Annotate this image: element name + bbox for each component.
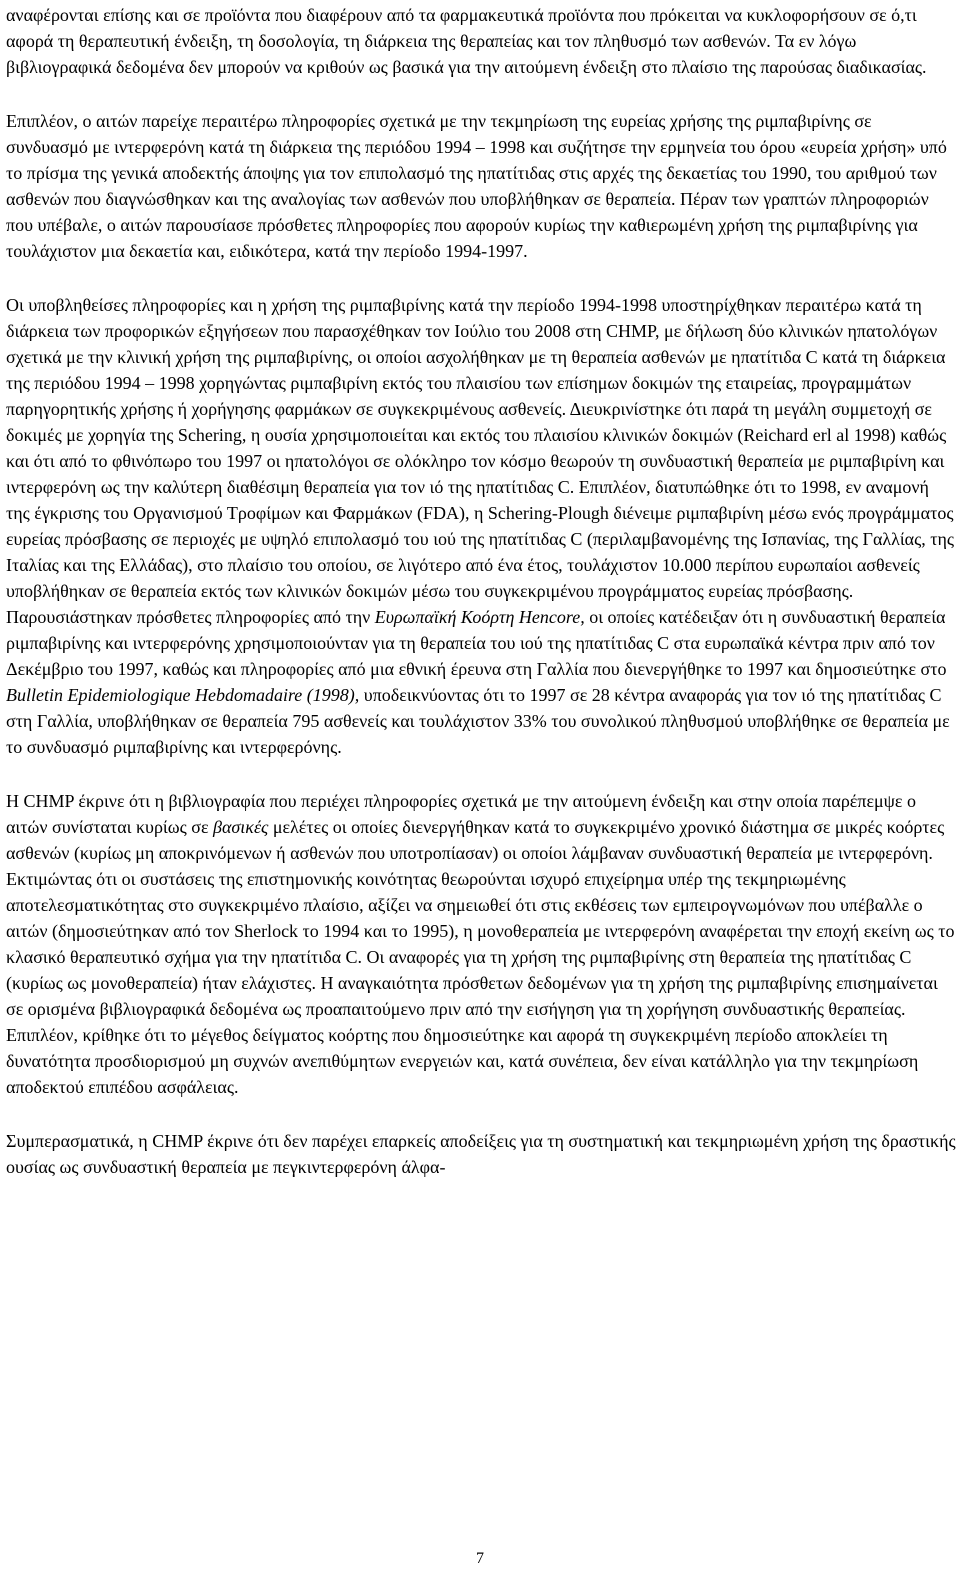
text-run: Συμπερασματικά, η CHMP έκρινε ότι δεν παρέχει επαρκείς αποδείξεις για τη συστηματική και τεκμηριωμένη χρήση της δραστικής ουσίας ως συνδυαστική θεραπεία με πεγκιντερφερόνη άλφα- [6, 1131, 956, 1177]
italic-text-run: Bulletin Epidemiologique Hebdomadaire (1998), [6, 685, 360, 705]
paragraph-5 [6, 1128, 956, 1180]
text-run: υποδεικνύοντας ότι το 1997 σε 28 κέντρα αναφοράς για τον ιό της ηπατίτιδας C στη Γαλλία, υποβλήθηκαν σε θεραπεία 795 ασθενείς και τουλάχιστον 33% του συνολικού πληθυσμού υποβλήθηκε σε θεραπεία με το συνδυασμό ριμπαβιρίνης και ιντερφερόνης. [6, 685, 950, 757]
text-run: οι οποίες κατέδειξαν ότι η συνδυαστική θεραπεία ριμπαβιρίνης και ιντερφερόνης χρησιμοποιούνταν για τη θεραπεία του ιού της ηπατίτιδας C στα ευρωπαϊκά κέντρα πριν από τον Δεκέμβριο του 1997, καθώς και πληροφορίες από μια εθνική έρευνα στη Γαλλία που διενεργήθηκε το 1997 και δημοσιεύτηκε στο [6, 607, 947, 679]
paragraph-2 [6, 108, 956, 264]
document-page [6, 2, 956, 1208]
paragraph-4 [6, 788, 956, 1100]
text-run: αναφέρονται επίσης και σε προϊόντα που διαφέρουν από τα φαρμακευτικά προϊόντα που πρόκειται να κυκλοφορήσουν σε ό,τι αφορά τη θεραπευτική ένδειξη, τη δοσολογία, τη διάρκεια της θεραπείας και τον πληθυσμό των ασθενών. Τα εν λόγω βιβλιογραφικά δεδομένα δεν μπορούν να κριθούν ως βασικά για την αιτούμενη ένδειξη στο πλαίσιο της παρούσας διαδικασίας. [6, 5, 927, 77]
text-run: Επιπλέον, ο αιτών παρείχε περαιτέρω πληροφορίες σχετικά με την τεκμηρίωση της ευρείας χρήσης της ριμπαβιρίνης σε συνδυασμό με ιντερφερόνη κατά τη διάρκεια της περιόδου 1994 – 1998 και συζήτησε την ερμηνεία του όρου «ευρεία χρήση» υπό το πρίσμα της γενικά αποδεκτής άποψης για τον επιπολασμό της ηπατίτιδας στις αρχές της δεκαετίας του 1990, του αριθμού των ασθενών που διαγνώσθηκαν και της αναλογίας των ασθενών που υποβλήθηκαν σε θεραπεία. Πέραν των γραπτών πληροφοριών που υπέβαλε, ο αιτών παρουσίασε πρόσθετες πληροφορίες που αφορούν κυρίως την καθιερωμένη χρήση της ριμπαβιρίνης για τουλάχιστον μια δεκαετία και, ειδικότερα, κατά την περίοδο 1994-1997. [6, 111, 947, 261]
italic-text-run: Ευρωπαϊκή Κοόρτη Hencore, [374, 607, 585, 627]
paragraph-1 [6, 2, 956, 80]
paragraph-3 [6, 292, 956, 760]
text-run: μελέτες οι οποίες διενεργήθηκαν κατά το συγκεκριμένο χρονικό διάστημα σε μικρές κοόρτες ασθενών (κυρίως μη αποκρινόμενων ή ασθενών που υποτροπίασαν) οι οποίοι λάμβαναν συνδυαστική θεραπεία με ιντερφερόνη. Εκτιμώντας ότι οι συστάσεις της επιστημονικής κοινότητας θεωρούνται ισχυρό επιχείρημα υπέρ της τεκμηριωμένης αποτελεσματικότητας στο συγκεκριμένο πλαίσιο, αξίζει να σημειωθεί ότι στις εκθέσεις των εμπειρογνωμόνων που υπέβαλλε ο αιτών (δημοσιεύτηκαν από τον Sherlock το 1994 και το 1995), η μονοθεραπεία με ιντερφερόνη αναφέρεται την εποχή εκείνη ως το κλασικό θεραπευτικό σχήμα για την ηπατίτιδα C. Οι αναφορές για τη χρήση της ριμπαβιρίνης στη θεραπεία της ηπατίτιδας C (κυρίως ως μονοθεραπεία) ήταν ελάχιστες. Η αναγκαιότητα πρόσθετων δεδομένων για τη χρήση της ριμπαβιρίνης επισημαίνεται σε ορισμένα βιβλιογραφικά δεδομένα ως προαπαιτούμενο πριν από την εισήγηση για τη χορήγηση συνδυαστικής θεραπείας. Επιπλέον, κρίθηκε ότι το μέγεθος δείγματος κοόρτης που δημοσιεύτηκε και αφορά τη συγκεκριμένη περίοδο αποκλείει τη δυνατότητα προσδιορισμού μη συχνών ανεπιθύμητων ενεργειών και, κατά συνέπεια, δεν είναι κατάλληλο για την τεκμηρίωση αποδεκτού επιπέδου ασφάλειας. [6, 817, 955, 1097]
text-run: Η CHMP έκρινε ότι η βιβλιογραφία που περιέχει πληροφορίες σχετικά με την αιτούμενη ένδειξη και στην οποία παρέπεμψε ο αιτών συνίσταται κυρίως σε [6, 791, 916, 837]
italic-text-run: βασικές [213, 817, 269, 837]
text-run: Οι υποβληθείσες πληροφορίες και η χρήση της ριμπαβιρίνης κατά την περίοδο 1994-1998 υποστηρίχθηκαν περαιτέρω κατά τη διάρκεια των προφορικών εξηγήσεων που παρασχέθηκαν τον Ιούλιο του 2008 στη CHMP, με δήλωση δύο κλινικών ηπατολόγων σχετικά με την κλινική χρήση της ριμπαβιρίνης, οι οποίοι ασχολήθηκαν με τη θεραπεία ασθενών με ηπατίτιδα C κατά τη διάρκεια της περιόδου 1994 – 1998 χορηγώντας ριμπαβιρίνη εκτός του πλαισίου των επίσημων δοκιμών της εταιρείας, προγραμμάτων παρηγορητικής χρήσης ή χορήγησης φαρμάκων σε συγκεκριμένους ασθενείς. Διευκρινίστηκε ότι παρά τη μεγάλη συμμετοχή σε δοκιμές με χορηγία της Schering, η ουσία χρησιμοποιείται και εκτός του πλαισίου κλινικών δοκιμών (Reichard erl al 1998) καθώς και ότι από το φθινόπωρο του 1997 οι ηπατολόγοι σε ολόκληρο τον κόσμο θεωρούν τη συνδυαστική θεραπεία με ριμπαβιρίνη και ιντερφερόνη ως την καλύτερη διαθέσιμη θεραπεία για τον ιό της ηπατίτιδας C. Επιπλέον, διατυπώθηκε ότι το 1998, εν αναμονή της έγκρισης του Οργανισμού Τροφίμων και Φαρμάκων (FDA), η Schering-Plough διένειμε ριμπαβιρίνη μέσω ενός προγράμματος ευρείας πρόσβασης σε περιοχές με υψηλό επιπολασμό του ιού της ηπατίτιδας C (περιλαμβανομένης της Ισπανίας, της Γαλλίας, της Ιταλίας και της Ελλάδας), στο πλαίσιο του οποίου, σε λιγότερο από ένα έτος, τουλάχιστον 10.000 περίπου ευρωπαίοι ασθενείς υποβλήθηκαν σε θεραπεία εκτός των κλινικών δοκιμών μέσω του συγκεκριμένου προγράμματος ευρείας πρόσβασης. Παρουσιάστηκαν πρόσθετες πληροφορίες από την [6, 295, 955, 627]
page-number: 7 [476, 1550, 484, 1567]
